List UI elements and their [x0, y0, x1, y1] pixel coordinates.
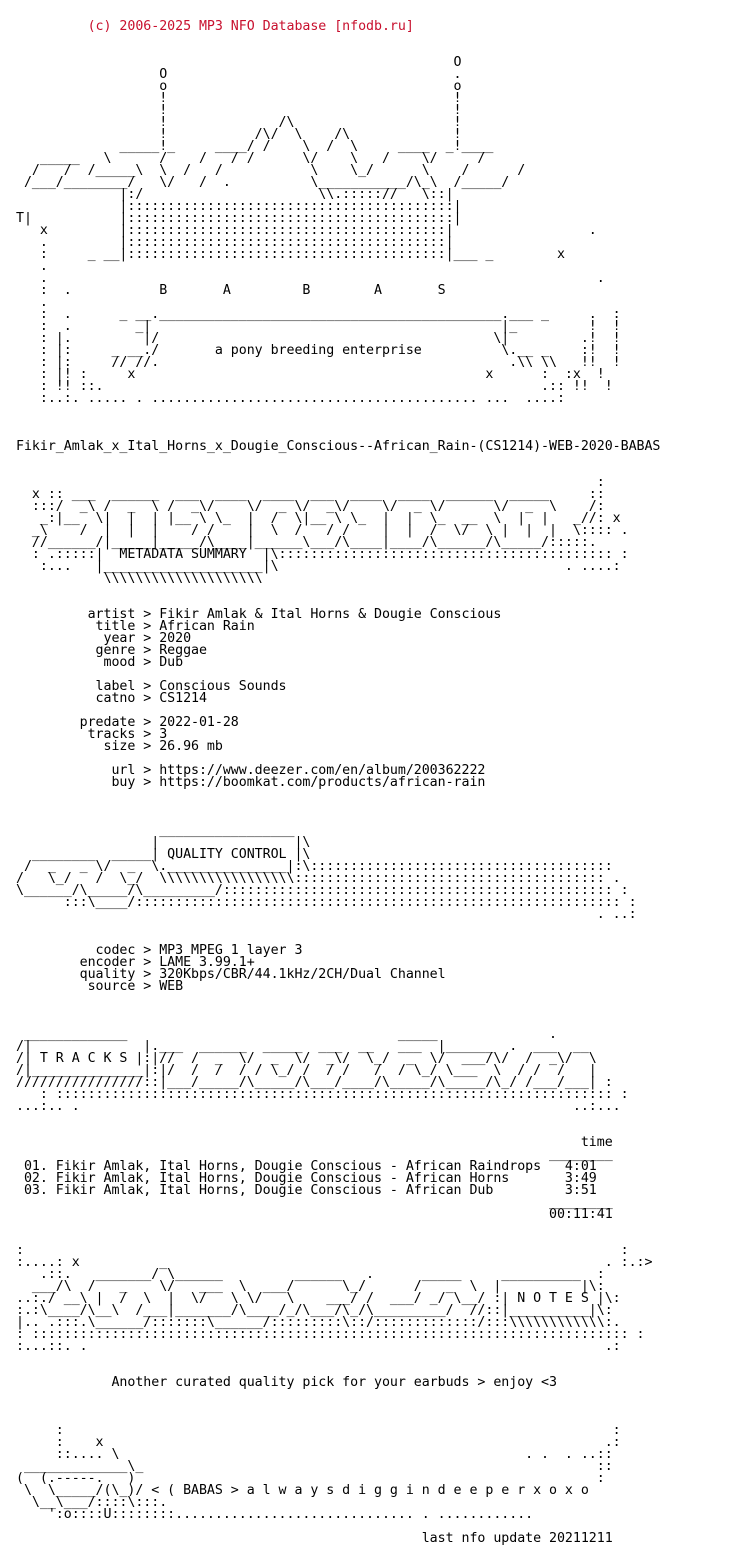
nfo-line [16, 417, 744, 429]
nfo-line: \__\___/::::\:::. [16, 1495, 168, 1510]
nfo-line: : .:::::| METADATA SUMMARY |\:::::::::::::::::::::::::::::::::::::::::: : [16, 547, 629, 562]
nfo-line: x :: ___ ______ ___ ____ ____ ___ ____ ____ ______ _____ :: [16, 487, 605, 502]
nfo-line: ...:.. . ..:... [16, 1099, 621, 1114]
nfo-line: last nfo update 20211211 [16, 1531, 613, 1546]
nfo-line: \ \_____/(\_)/ < ( BABAS > a l w a y s d i g g i n d e e p e r x o x o [16, 1483, 589, 1498]
nfo-line: \______/\_____/\_________/::::::::::::::::::::::::::::::::::::::::::::::::: : [16, 883, 629, 898]
nfo-line: ':o::::U::::::::.............................. . ............ [16, 1507, 534, 1522]
nfo-line: . [16, 259, 48, 274]
nfo-line: _\ / | | | / / | \ / / / | | / \/ \ | | | \:::: . [16, 523, 629, 538]
nfo-line: ________ _____| QUALITY CONTROL |\ [16, 847, 311, 862]
nfo-line: /___/________/ \/ / . \___________/\_\ /_____/ [16, 175, 510, 190]
nfo-line: :::/ _\ / _ \ / _\/ \/ _ \/ _\/ \/ _ \/ \/ _ \ /: [16, 499, 605, 514]
nfo-line: /| |.___ ______ _____ ___ __ ___ |______ . ___ __ [16, 1039, 589, 1054]
nfo-line: : x .: [16, 1435, 621, 1450]
nfo-line [16, 405, 744, 417]
nfo-line: ( (.-----. ) : [16, 1471, 605, 1486]
nfo-line: ! /\/ \ /\ ! [16, 127, 462, 142]
nfo-line: : : [16, 1423, 621, 1438]
nfo-line: label > Conscious Sounds [16, 679, 287, 694]
nfo-line: Fikir_Amlak_x_Ital_Horns_x_Dougie_Conscious--African_Rain-(CS1214)-WEB-2020-BABAS [16, 439, 661, 454]
nfo-line [16, 921, 744, 933]
nfo-line: : !! ::. .:: !! ! [16, 379, 613, 394]
nfo-line: o o [16, 79, 462, 94]
nfo-line [16, 1353, 744, 1365]
nfo-line: size > 26.96 mb [16, 739, 223, 754]
nfo-line: //______/|_____|_____/\____|______\___/\____|____/\______/\_____/:::::. [16, 535, 597, 550]
nfo-line: quality > 320Kbps/CBR/44.1kHz/2CH/Dual Channel [16, 967, 446, 982]
nfo-line [16, 1113, 744, 1125]
nfo-line: :.:\____/\__\ /___|_______/\____/_/\___/\_/\_________/ //::|__________|\: [16, 1303, 613, 1318]
nfo-line: ::.... \ . . . ..:: [16, 1447, 613, 1462]
nfo-line: :...::. . .: [16, 1339, 621, 1354]
nfo-line: T| |:::::::::::::::::::::::::::::::::::::::::| [16, 211, 462, 226]
nfo-line: : |. |/ \| .! ! [16, 331, 621, 346]
nfo-line: _____!_ ____/ / \ / \ ____ _!____ [16, 139, 494, 154]
nfo-line [16, 1401, 744, 1413]
nfo-line: O [16, 55, 462, 70]
nfo-line: 01. Fikir Amlak, Ital Horns, Dougie Conscious - African Raindrops 4:01 [16, 1159, 597, 1174]
nfo-line: encoder > LAME 3.99.1+ [16, 955, 255, 970]
nfo-line: ////////////////::|___/_____/\_____/\___/____/\_____/\_____/\_/ /___/___| : [16, 1075, 613, 1090]
nfo-line: |.. .:::.\______/:::::::\______/:::::::::\::/:::::::::::::/:::\\\\\\\\\\\\:. [16, 1315, 621, 1330]
nfo-line: :... |____________________|\ . ....: [16, 559, 621, 574]
nfo-line [16, 993, 744, 1005]
nfo-line: _________________ [16, 823, 295, 838]
nfo-line: ________ [16, 1195, 613, 1210]
nfo-lines [16, 57, 744, 1545]
nfo-line: |:::::::::::::::::::::::::::::::::::::::::| [16, 199, 462, 214]
nfo-line: ! ! [16, 91, 462, 106]
nfo-line: Another curated quality pick for your earbuds > enjoy <3 [16, 1375, 557, 1390]
nfo-line: /|______________|:|/ / / / / \_/ / / / / / \_/ \___ \ / / / | [16, 1063, 597, 1078]
nfo-line: source > WEB [16, 979, 184, 994]
nfo-text-block [16, 0, 744, 1557]
nfo-line: O . [16, 67, 462, 82]
nfo-line: ! /\ ! [16, 115, 462, 130]
nfo-line: mood > Dub [16, 655, 184, 670]
nfo-line: : |: // //. .\\ \\ !! ! [16, 355, 621, 370]
nfo-line: : [16, 475, 605, 490]
nfo-line: x |::::::::::::::::::::::::::::::::::::::::| . [16, 223, 597, 238]
nfo-line: 02. Fikir Amlak, Ital Horns, Dougie Conscious - African Horns 3:49 [16, 1171, 597, 1186]
nfo-line: _____ \ / / / / \/ \ / \/ / [16, 151, 486, 166]
nfo-line: . [16, 295, 48, 310]
nfo-line [16, 1005, 744, 1017]
nfo-line: :::\____/::::::::::::::::::::::::::::::::::::::::::::::::::::::::::::: : [16, 895, 637, 910]
nfo-line [16, 1221, 744, 1233]
nfo-line: :....: x _ . :.:> [16, 1255, 653, 1270]
nfo-line: ___/\ / _ \/ ___ \ ___/ \_/ / _ \ | |\: [16, 1279, 605, 1294]
nfo-line: : . _| |_ ! ! [16, 319, 621, 334]
nfo-line: : . _ __.___________________________________________.___ _ . : [16, 307, 621, 322]
nfo-line: _____________\_ :: [16, 1459, 613, 1474]
nfodb-header: (c) 2006-2025 MP3 NFO Database [nfodb.ru] [16, 19, 414, 34]
nfo-line: :..:. ..... . ......................................... ... ....: [16, 391, 565, 406]
nfo-line: . ..: [16, 907, 637, 922]
nfo-line: catno > CS1214 [16, 691, 207, 706]
nfo-line: | |\ [16, 835, 311, 850]
nfo-line: : |! : x x : :x ! [16, 367, 605, 382]
nfo-line: 00:11:41 [16, 1207, 613, 1222]
nfo-line: : _ __|::::::::::::::::::::::::::::::::::::::::|___ _ x [16, 247, 565, 262]
nfo-line: . |::::::::::::::::::::::::::::::::::::::::| [16, 235, 454, 250]
nfo-line [16, 801, 744, 813]
nfo-line: url > https://www.deezer.com/en/album/200362222 [16, 763, 486, 778]
nfo-line: tracks > 3 [16, 727, 168, 742]
nfo-line: year > 2020 [16, 631, 192, 646]
nfo-line: / _ _ \/ _ \._______________|:\:::::::::::::::::::::::::::::::::::::: [16, 859, 613, 874]
nfo-line [16, 453, 744, 465]
nfo-line [16, 1389, 744, 1401]
nfo-line: : |: _ __./ a pony breeding enterprise \.__ _ :! ! [16, 343, 621, 358]
nfo-line: : . B A B A S [16, 283, 446, 298]
nfo-line: . . [16, 271, 605, 286]
nfo-line: codec > MP3 MPEG 1 layer 3 [16, 943, 303, 958]
nfo-line: _:|__ \| | | |__ \ \_ | / \|__ \ \_ | | \_ __ \ | | _//: x [16, 511, 621, 526]
nfo-line: : :::::::::::::::::::::::::::::::::::::::::::::::::::::::::::::::::::::: : [16, 1087, 629, 1102]
nfo-line: : ::::::::::::::::::::::::::::::::::::::::::::::::::::::::::::::::::::::::::: : [16, 1327, 645, 1342]
nfo-line: /| T R A C K S |:|// / _ \/ _ \/ _\/ \_/ _ \/ ___/\/ / _\/ \ [16, 1051, 597, 1066]
nfo-line: predate > 2022-01-28 [16, 715, 239, 730]
nfo-line: artist > Fikir Amlak & Ital Horns & Dougie Conscious [16, 607, 502, 622]
nfo-line: .::. _______/ \______ ______ . _____ __________ : [16, 1267, 605, 1282]
nfo-line: ________ [16, 1147, 613, 1162]
nfo-line: / / /_____\ \ / / \ \_/ \ / / [16, 163, 526, 178]
nfo-line: time [16, 1135, 613, 1150]
nfo-line: genre > Reggae [16, 643, 207, 658]
nfo-line [16, 789, 744, 801]
nfo-line: ..:./ __\ | / \ | \/ \ \/ \ ___/ / ___/ _/ \__/ :| N O T E S |\: [16, 1291, 621, 1306]
nfo-line: \\\\\\\\\\\\\\\\\\\\ [16, 571, 263, 586]
nfo-line: title > African Rain [16, 619, 255, 634]
nfo-line: : : [16, 1243, 629, 1258]
nfo-line: 03. Fikir Amlak, Ital Horns, Dougie Conscious - African Dub 3:51 [16, 1183, 597, 1198]
nfo-line: buy > https://boomkat.com/products/african-rain [16, 775, 486, 790]
nfo-line: _____________ _____ . [16, 1027, 557, 1042]
nfo-line: ! ! [16, 103, 462, 118]
nfo-line: |:/ \\.:::::// \::| [16, 187, 454, 202]
nfo-line [16, 585, 744, 597]
nfo-line: / \_/ / \_/ \\\\\\\\\\\\\\\\\::::::::::::::::::::::::::::::::::::::: . [16, 871, 621, 886]
